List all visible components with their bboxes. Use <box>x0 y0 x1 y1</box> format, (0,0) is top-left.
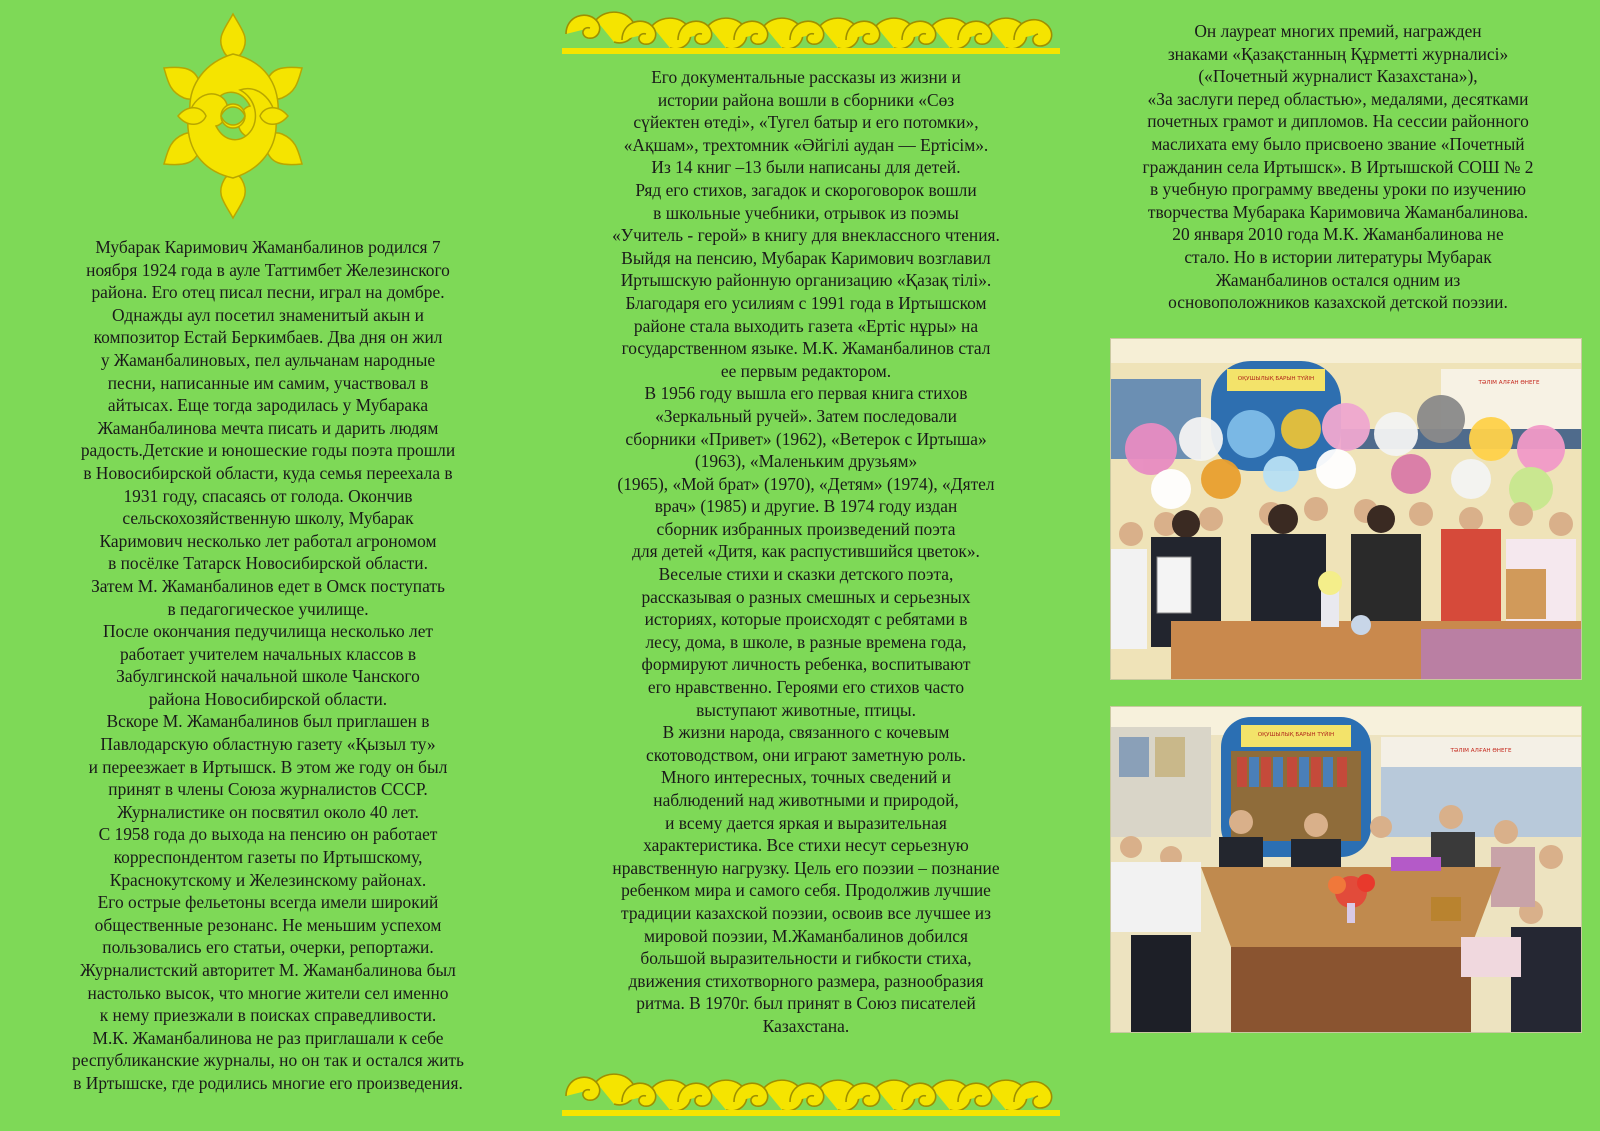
poster-text: ОҚУШЫЛЫҚ БАРЫН ТҮЙІН <box>1237 376 1315 382</box>
text-line: Краснокутскому и Железинскому районах. <box>109 869 427 890</box>
text-line: Иртышскую районную организацию «Қазақ тілі». <box>620 270 992 291</box>
text-line: почетных грамот и дипломов. На сессии районного <box>1147 111 1529 132</box>
text-line: (1965), «Мой брат» (1970), «Детям» (1974), «Дятел <box>617 473 995 494</box>
text-line: 1931 году, спасаясь от голода. Окончив <box>123 485 413 506</box>
text-line: рассказывая о разных смешных и серьезных <box>641 586 971 607</box>
text-line: ее первым редактором. <box>720 360 892 381</box>
text-line: в посёлке Татарск Новосибирской области. <box>108 553 428 574</box>
biography-column-middle <box>556 66 1056 1038</box>
text-line: После окончания педучилища несколько лет <box>102 621 434 642</box>
photo-scene <box>1111 339 1581 679</box>
text-line: айтысах. Еще тогда зародилась у Мубарака <box>107 395 429 416</box>
text-line: общественные резонанс. Не меньшим успехом <box>94 914 442 935</box>
text-line: принят в члены Союза журналистов СССР. <box>108 779 428 800</box>
text-line: «Ақшам», трехтомник «Әйгілі аудан — Ертісім». <box>623 134 989 155</box>
text-line: Журналистике он посвятил около 40 лет. <box>117 801 419 822</box>
text-line: «Зеркальный ручей». Затем последовали <box>655 405 957 426</box>
text-line: гражданин села Иртышск». В Иртышской СОШ № 2 <box>1142 156 1534 177</box>
text-line: С 1958 года до выхода на пенсию он работает <box>98 824 438 845</box>
text-line: Павлодарскую областную газету «Қызыл ту» <box>100 734 436 755</box>
text-line: района. Его отец писал песни, играл на домбре. <box>91 282 445 303</box>
text-line: композитор Естай Беркимбаев. Два дня он жил <box>93 327 443 348</box>
text-line: традиции казахской поэзии, освоив все лучшее из <box>621 902 991 923</box>
rosette-ornament <box>150 8 316 224</box>
photo-classroom-meeting <box>1110 706 1582 1033</box>
text-line: нравственную нагрузку. Цель его поэзии – познание <box>612 857 1000 878</box>
text-line: настолько высок, что многие жители сел именно <box>87 982 449 1003</box>
text-line: Забулгинской начальной школе Чанского <box>116 666 420 687</box>
text-line: Его острые фельетоны всегда имели широкий <box>97 892 439 913</box>
text-line: стало. Но в истории литературы Мубарак <box>1184 246 1492 267</box>
text-line: корреспондентом газеты по Иртышскому, <box>113 847 423 868</box>
text-line: Он лауреат многих премий, награжден <box>1194 21 1482 41</box>
text-line: Много интересных, точных сведений и <box>661 767 951 788</box>
text-line: Благодаря его усилиям с 1991 года в Иртышском <box>625 292 987 313</box>
text-line: сельскохозяйственную школу, Мубарак <box>122 508 414 529</box>
text-line: (1963), «Маленьким друзьям» <box>694 451 918 472</box>
text-line: ритма. В 1970г. был принят в Союз писателей <box>636 993 976 1014</box>
text-line: в Новосибирской области, куда семья переехала в <box>83 462 453 483</box>
text-line: республиканские журналы, но он так и остался жить <box>72 1050 464 1071</box>
text-line: у Жаманбалиновых, пел аульчанам народные <box>100 349 436 370</box>
text-line: истории района вошли в сборники «Сөз <box>657 89 955 110</box>
text-line: для детей «Дитя, как распустившийся цветок». <box>632 541 980 562</box>
text-line: в Иртышске, где родились многие его произведения. <box>73 1072 463 1093</box>
text-line: в учебную программу введены уроки по изучению <box>1149 179 1527 200</box>
text-line: «За заслуги перед областью», медалями, десятками <box>1147 88 1529 109</box>
text-line: его нравственно. Героями его стихов часто <box>647 677 965 698</box>
text-line: формируют личность ребенка, воспитывают <box>641 654 971 675</box>
text-line: основоположников казахской детской поэзии. <box>1168 292 1508 313</box>
text-line: Выйдя на пенсию, Мубарак Каримович возглавил <box>621 247 991 268</box>
text-line: района Новосибирской области. <box>148 688 388 709</box>
text-line: Каримович несколько лет работал агрономом <box>99 530 437 551</box>
text-line: радость.Детские и юношеские годы поэта прошли <box>80 440 456 461</box>
text-line: Жаманбалинов остался одним из <box>1215 269 1461 290</box>
text-line: маслихата ему было присвоено звание «Почетный <box>1151 133 1525 154</box>
shelf-sign-text: ТӘЛІМ АЛҒАН ӨНЕГЕ <box>1450 748 1512 754</box>
text-line: пользовались его статьи, очерки, репортажи. <box>102 937 434 958</box>
text-line: В 1956 году вышла его первая книга стихов <box>644 383 968 404</box>
text-line: творчества Мубарака Каримовича Жаманбалинова. <box>1147 201 1529 222</box>
text-line: в педагогическое училище. <box>167 598 369 619</box>
ornamental-border-bottom <box>562 1066 1060 1120</box>
text-line: Затем М. Жаманбалинов едет в Омск поступать <box>91 575 445 596</box>
biography-column-left <box>12 236 524 1095</box>
text-line: государственном языке. М.К. Жаманбалинов стал <box>621 338 991 359</box>
text-line: Вскоре М. Жаманбалинов был приглашен в <box>106 711 430 732</box>
text-line: к нему приезжали в поисках справедливости. <box>99 1005 437 1026</box>
ornamental-border-top <box>562 4 1060 58</box>
text-line: районе стала выходить газета «Ертіс нұры» на <box>633 315 979 336</box>
text-line: выступают животные, птицы. <box>696 699 916 720</box>
text-line: в школьные учебники, отрывок из поэмы <box>653 202 959 223</box>
text-line: Жаманбалинова мечта писать и дарить людям <box>97 417 439 438</box>
text-line: историях, которые происходят с ребятами в <box>644 609 968 630</box>
text-line: и переезжает в Иртышск. В этом же году он был <box>88 756 448 777</box>
text-line: М.К. Жаманбалинова не раз приглашали к себе <box>92 1027 444 1048</box>
text-line: мировой поэзии, М.Жаманбалинов добился <box>644 925 968 946</box>
text-line: Однажды аул посетил знаменитый акын и <box>112 304 424 325</box>
text-line: Мубарак Каримович Жаманбалинов родился 7 <box>95 237 441 257</box>
text-line: Его документальные рассказы из жизни и <box>651 67 961 87</box>
photo-children-with-toys <box>1110 338 1582 680</box>
text-line: «Учитель - герой» в книгу для внеклассного чтения. <box>612 225 1000 246</box>
text-line: и всему дается яркая и выразительная <box>665 812 947 833</box>
biography-column-right <box>1084 20 1592 314</box>
text-line: сборники «Привет» (1962), «Ветерок с Иртыша» <box>625 428 987 449</box>
text-line: большой выразительности и гибкости стиха, <box>640 948 972 969</box>
poster-text: ОҚУШЫЛЫҚ БАРЫН ТҮЙІН <box>1257 732 1335 738</box>
text-line: Журналистский авторитет М. Жаманбалинова был <box>80 960 456 980</box>
text-line: скотоводством, они играют заметную роль. <box>645 744 967 765</box>
text-line: Казахстана. <box>762 1015 850 1036</box>
text-line: Ряд его стихов, загадок и скороговорок вошли <box>635 179 977 200</box>
text-line: знаками «Қазақстанның Құрметті журналисі» <box>1167 43 1509 64</box>
text-line: врач» (1985) и другие. В 1974 году издан <box>654 496 958 517</box>
text-line: сүйектен өтеді», «Тугел батыр и его потомки», <box>633 112 979 133</box>
text-line: В жизни народа, связанного с кочевым <box>662 722 950 743</box>
text-line: наблюдений над животными и природой, <box>653 790 959 810</box>
photo-scene <box>1111 707 1581 1032</box>
text-line: лесу, дома, в школе, в разные времена года, <box>645 631 967 652</box>
text-line: Из 14 книг –13 были написаны для детей. <box>651 157 961 178</box>
text-line: характеристика. Все стихи несут серьезную <box>643 835 969 856</box>
text-line: песни, написанные им самим, участвовал в <box>107 372 429 393</box>
text-line: Веселые стихи и сказки детского поэта, <box>658 564 954 585</box>
text-line: сборник избранных произведений поэта <box>656 518 956 539</box>
text-line: ребенком мира и самого себя. Продолжив лучшие <box>621 880 991 901</box>
text-line: работает учителем начальных классов в <box>119 643 417 664</box>
text-line: («Почетный журналист Казахстана»), <box>1198 66 1478 87</box>
text-line: движения стихотворного размера, разнообразия <box>628 970 984 991</box>
text-line: 20 января 2010 года М.К. Жаманбалинова не <box>1172 224 1504 245</box>
text-line: ноября 1924 года в ауле Таттимбет Железинского <box>86 259 450 280</box>
shelf-sign-text: ТӘЛІМ АЛҒАН ӨНЕГЕ <box>1478 380 1540 386</box>
